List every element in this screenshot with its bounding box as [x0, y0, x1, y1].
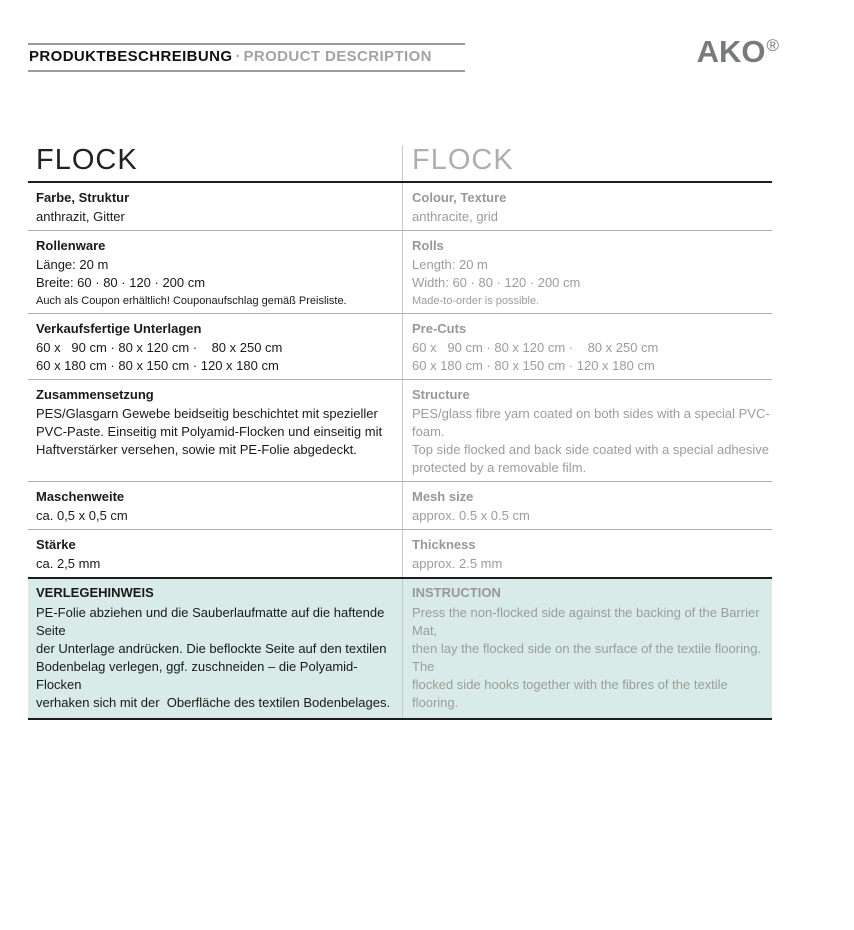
- label-thickness: Thickness: [412, 537, 476, 552]
- value-staerke: [36, 555, 392, 573]
- value-colour-texture: [412, 208, 770, 226]
- row-colour-texture: [28, 183, 772, 231]
- text-line: verhaken sich mit der Oberfläche des textilen Bodenbelages.: [36, 695, 391, 710]
- product-title-cell-en: [403, 145, 772, 181]
- text-line: Bodenbelag verlegen, ggf. zuschneiden – die Polyamid-Flocken: [36, 659, 358, 692]
- text-line: Length: 20 m: [412, 257, 488, 272]
- text-line: PES/glass fibre yarn coated on both sides with a special PVC-foam.: [412, 406, 770, 439]
- value-farbe-struktur: [36, 208, 392, 226]
- label-verlegehinweis: VERLEGEHINWEIS: [36, 585, 154, 600]
- text-line: anthracite, grid: [412, 209, 498, 224]
- cell-rolls: [403, 231, 772, 313]
- page-header: [28, 43, 465, 72]
- label-instruction: INSTRUCTION: [412, 585, 501, 600]
- text-line: der Unterlage andrücken. Die beflockte Seite auf den textilen: [36, 641, 387, 656]
- text-line: protected by a removable film.: [412, 460, 587, 475]
- text-verlegehinweis: [36, 604, 392, 712]
- value-verkaufsfertige-unterlagen: [36, 339, 392, 375]
- text-line: 60 x 90 cm · 80 x 120 cm · 80 x 250 cm: [412, 340, 659, 355]
- cell-maschenweite: [28, 482, 403, 529]
- row-structure: [28, 380, 772, 482]
- label-rolls: Rolls: [412, 238, 444, 253]
- product-title-cell-de: [28, 145, 403, 181]
- value-pre-cuts: [412, 339, 770, 375]
- value-mesh-size: [412, 507, 770, 525]
- row-thickness: [28, 530, 772, 577]
- label-staerke: Stärke: [36, 537, 76, 552]
- cell-verkaufsfertige-unterlagen: [28, 314, 403, 379]
- text-line: Breite: 60 · 80 · 120 · 200 cm: [36, 275, 206, 290]
- text-line: Haftverstärker versehen, sowie mit PE-Folie abgedeckt.: [36, 442, 357, 457]
- text-line: 60 x 90 cm · 80 x 120 cm · 80 x 250 cm: [36, 340, 283, 355]
- product-title-en: FLOCK: [412, 144, 514, 176]
- text-line: anthrazit, Gitter: [36, 209, 125, 224]
- text-line: then lay the flocked side on the surface of the textile flooring. The: [412, 641, 765, 674]
- cell-pre-cuts: [403, 314, 772, 379]
- value-thickness: [412, 555, 770, 573]
- note-rolls: Made-to-order is possible.: [412, 295, 540, 307]
- value-rolls: [412, 256, 770, 292]
- text-line: ca. 0,5 x 0,5 cm: [36, 508, 128, 523]
- text-instruction: [412, 604, 770, 712]
- note-rollenware: Auch als Coupon erhältlich! Couponaufschlag gemäß Preisliste.: [36, 295, 347, 307]
- value-zusammensetzung: [36, 405, 392, 459]
- ako-logo-text: AKO: [696, 34, 766, 69]
- product-spec-table: [28, 145, 772, 720]
- cell-farbe-struktur: [28, 183, 403, 230]
- text-line: approx. 2.5 mm: [412, 556, 503, 571]
- cell-rollenware: [28, 231, 403, 313]
- cell-staerke: [28, 530, 403, 577]
- label-colour-texture: Colour, Texture: [412, 190, 507, 205]
- label-verkaufsfertige-unterlagen: Verkaufsfertige Unterlagen: [36, 321, 202, 336]
- text-line: Länge: 20 m: [36, 257, 109, 272]
- text-line: flocked side hooks together with the fibres of the textile flooring.: [412, 677, 732, 710]
- label-rollenware: Rollenware: [36, 238, 106, 253]
- label-zusammensetzung: Zusammensetzung: [36, 387, 154, 402]
- label-maschenweite: Maschenweite: [36, 489, 125, 504]
- value-maschenweite: [36, 507, 392, 525]
- text-line: Press the non-flocked side against the backing of the Barrier Mat,: [412, 605, 764, 638]
- cell-colour-texture: [403, 183, 772, 230]
- text-line: PE-Folie abziehen und die Sauberlaufmatte auf die haftende Seite: [36, 605, 388, 638]
- cell-instruction: [403, 579, 772, 718]
- value-rollenware: [36, 256, 392, 292]
- text-line: ca. 2,5 mm: [36, 556, 101, 571]
- text-line: Top side flocked and back side coated with a special adhesive: [412, 442, 769, 457]
- label-mesh-size: Mesh size: [412, 489, 474, 504]
- text-line: PES/Glasgarn Gewebe beidseitig beschichtet mit spezieller: [36, 406, 378, 421]
- cell-mesh-size: [403, 482, 772, 529]
- label-structure: Structure: [412, 387, 470, 402]
- ako-logo: [697, 34, 778, 70]
- value-structure: [412, 405, 770, 477]
- text-line: approx. 0.5 x 0.5 cm: [412, 508, 530, 523]
- registered-trademark-icon: ®: [766, 36, 779, 55]
- text-line: PVC-Paste. Einseitig mit Polyamid-Flocken und einseitig mit: [36, 424, 383, 439]
- text-line: Width: 60 · 80 · 120 · 200 cm: [412, 275, 581, 290]
- text-line: 60 x 180 cm · 80 x 150 cm · 120 x 180 cm: [36, 358, 279, 373]
- header-title-en: PRODUCT DESCRIPTION: [243, 48, 432, 65]
- cell-thickness: [403, 530, 772, 577]
- row-instruction: [28, 577, 772, 720]
- row-rolls: [28, 231, 772, 314]
- product-title-row: [28, 145, 772, 183]
- row-pre-cuts: [28, 314, 772, 380]
- cell-structure: [403, 380, 772, 481]
- cell-zusammensetzung: [28, 380, 403, 481]
- text-line: 60 x 180 cm · 80 x 150 cm · 120 x 180 cm: [412, 358, 655, 373]
- row-mesh-size: [28, 482, 772, 530]
- label-pre-cuts: Pre-Cuts: [412, 321, 467, 336]
- product-title-de: FLOCK: [36, 144, 138, 176]
- header-separator: ·: [235, 48, 241, 65]
- cell-verlegehinweis: [28, 579, 403, 718]
- header-title-de: PRODUKTBESCHREIBUNG: [29, 48, 233, 65]
- label-farbe-struktur: Farbe, Struktur: [36, 190, 130, 205]
